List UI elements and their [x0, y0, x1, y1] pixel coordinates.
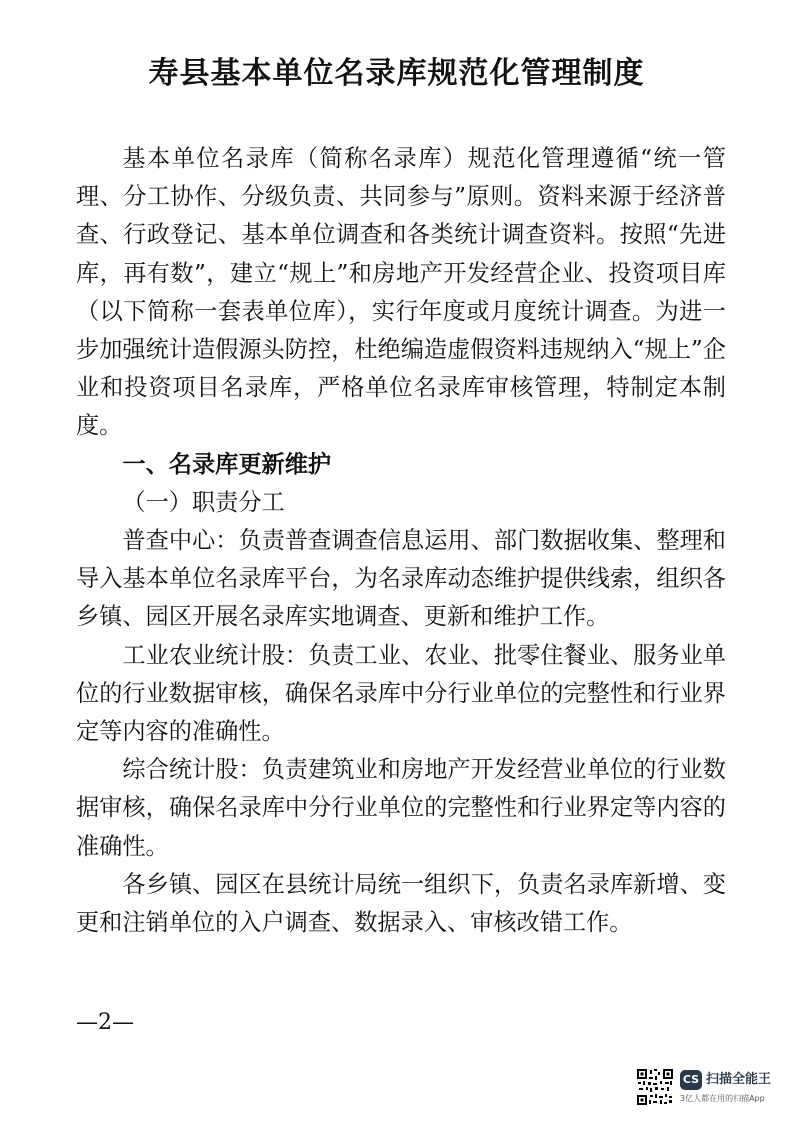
paragraph-comprehensive-statistics: 综合统计股：负责建筑业和房地产开发经营业单位的行业数据审核，确保名录库中分行业单位的完整性和行业界定等内容的准确性。 [76, 756, 726, 860]
intro-paragraph: 基本单位名录库（简称名录库）规范化管理遵循“统一管理、分工协作、分级负责、共同参与”原则。资料来源于经济普查、行政登记、基本单位调查和各类统计调查资料。按照“先进库，再有数”，建立“规上”和房地产开发经营企业、投资项目库（以下简称一套表单位库），实行年度或月度统计调查。为进一步加强统计造假源头防控，杜绝编造虚假资料违规纳入“规上”企业和投资项目名录库，严格单位名录库审核管理，特制定本制度。 [76, 145, 726, 440]
scanner-tagline: 3亿人都在用的扫描App [680, 1094, 765, 1103]
section-heading-1: 一、名录库更新维护 [122, 450, 332, 478]
subsection-heading-1: （一）职责分工 [122, 488, 285, 516]
page-number: —2— [76, 1010, 134, 1035]
scanner-watermark [636, 1066, 786, 1110]
camscanner-logo-icon: CS [680, 1070, 702, 1090]
paragraph-industry-agriculture: 工业农业统计股：负责工业、农业、批零住餐业、服务业单位的行业数据审核，确保名录库中分行业单位的完整性和行业界定等内容的准确性。 [76, 641, 726, 746]
paragraph-census-center: 普查中心：负责普查调查信息运用、部门数据收集、整理和导入基本单位名录库平台，为名录库动态维护提供线索，组织各乡镇、园区开展名录库实地调查、更新和维护工作。 [76, 527, 726, 631]
scanner-brand-name: 扫描全能王 [706, 1072, 772, 1087]
document-body [76, 140, 726, 942]
paragraph-townships-parks: 各乡镇、园区在县统计局统一组织下，负责名录库新增、变更和注销单位的入户调查、数据录入、审核改错工作。 [76, 870, 726, 937]
qr-code-icon [636, 1068, 674, 1106]
document-title: 寿县基本单位名录库规范化管理制度 [148, 56, 645, 91]
